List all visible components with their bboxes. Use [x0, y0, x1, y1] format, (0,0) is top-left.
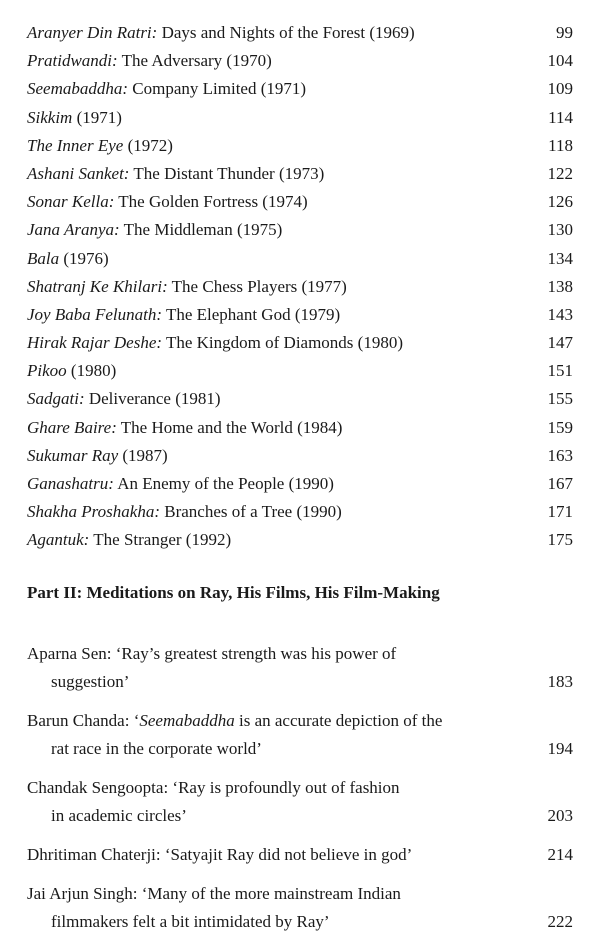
- film-title-english: (1980): [66, 361, 117, 381]
- film-title-original: Agantuk:: [27, 530, 90, 550]
- essay-entry-singh: [27, 880, 573, 936]
- essay-entry-sen: [27, 640, 573, 696]
- film-title-original: Ganashatru:: [27, 474, 114, 493]
- essay-title-line: Aparna Sen: ‘Ray’s greatest strength was his power of: [27, 644, 397, 663]
- page-number: 155: [547, 389, 573, 409]
- film-title-original: Joy Baba Felunath:: [27, 304, 163, 324]
- page-number: 99: [556, 23, 573, 42]
- page-number: 159: [547, 417, 573, 437]
- film-title-original: Sikkim: [27, 107, 73, 127]
- essay-title-line: Chandak Sengoopta: ‘Ray is profoundly out of fashion: [27, 778, 400, 797]
- film-title-original: Sadgati:: [27, 389, 85, 409]
- essay-title-line: Jai Arjun Singh: ‘Many of the more mainstream Indian: [27, 884, 401, 903]
- page-number: 214: [547, 845, 573, 864]
- film-title-english: An Enemy of the People (1990): [113, 474, 334, 493]
- toc-entry: [27, 329, 573, 357]
- toc-entry: [27, 75, 573, 103]
- film-title-english: The Elephant God (1979): [162, 304, 341, 324]
- toc-entry: [27, 498, 573, 526]
- essay-entry-sengoopta: [27, 774, 573, 830]
- toc-entry: [27, 301, 573, 329]
- film-title-english: Branches of a Tree (1990): [160, 502, 342, 522]
- page-number: 151: [547, 361, 573, 381]
- essay-entry-chaterji: [27, 841, 573, 869]
- film-title-english: The Stranger (1992): [89, 530, 232, 550]
- page-number: 126: [547, 192, 573, 212]
- film-title-original: Pikoo: [27, 361, 67, 381]
- page-number: 183: [547, 672, 573, 691]
- page-number: 167: [547, 474, 573, 493]
- toc-entry: [27, 47, 573, 75]
- page-number: 134: [547, 248, 573, 268]
- page-number: 222: [547, 912, 573, 931]
- film-title-english: The Middleman (1975): [119, 220, 283, 240]
- essay-title-line: in academic circles’: [51, 806, 187, 825]
- page-number: 194: [547, 739, 573, 758]
- film-title-english: The Adversary (1970): [117, 51, 272, 71]
- toc-entry: [27, 385, 573, 413]
- film-title-english: (1976): [59, 248, 109, 268]
- part-heading: Part II: Meditations on Ray, His Films, His Film-Making: [27, 583, 440, 602]
- essay-author-prefix: Barun Chanda: ‘: [27, 711, 140, 730]
- page-number: 109: [547, 79, 573, 99]
- film-title-original: Shakha Proshakha:: [27, 502, 160, 522]
- essay-title-line: Dhritiman Chaterji: ‘Satyajit Ray did not believe in god’: [27, 845, 413, 864]
- film-title-original: Shatranj Ke Khilari:: [27, 276, 168, 296]
- toc-entry: [27, 216, 573, 244]
- toc-entry: [27, 104, 573, 132]
- page-number: 122: [547, 163, 573, 183]
- film-title-english: The Distant Thunder (1973): [129, 163, 325, 183]
- film-title-original: Jana Aranya:: [27, 220, 120, 240]
- toc-entry: [27, 273, 573, 301]
- toc-entry: [27, 160, 573, 188]
- film-title-english: The Kingdom of Diamonds (1980): [162, 333, 403, 353]
- film-title-english: (1987): [118, 445, 168, 465]
- film-title-original: Bala: [27, 248, 60, 268]
- toc-entry: [27, 245, 573, 273]
- film-title-english: Company Limited (1971): [128, 79, 307, 99]
- toc-entry: [27, 414, 573, 442]
- page-number: 147: [547, 333, 573, 353]
- page-number: 171: [547, 502, 573, 522]
- page-number: 114: [548, 107, 573, 127]
- page-number: 130: [547, 220, 573, 240]
- page-number: 143: [547, 304, 573, 324]
- film-title-original: Aranyer Din Ratri:: [27, 23, 158, 42]
- page-number: 104: [547, 51, 573, 71]
- film-entry-list: [27, 19, 573, 555]
- toc-entry: [27, 19, 573, 47]
- film-title-original: Sonar Kella:: [27, 192, 115, 212]
- page-number: 118: [548, 135, 573, 155]
- essay-title-line: [27, 707, 573, 735]
- page-number: 175: [547, 530, 573, 550]
- film-title-original: Hirak Rajar Deshe:: [27, 333, 163, 353]
- film-title-english: The Chess Players (1977): [167, 276, 347, 296]
- film-title-english: The Home and the World (1984): [116, 417, 343, 437]
- film-title-english: Days and Nights of the Forest (1969): [157, 23, 415, 42]
- essay-entry-list: [27, 640, 573, 936]
- toc-entry: [27, 132, 573, 160]
- film-title-original: Seemabaddha:: [27, 79, 129, 99]
- essay-entry-chanda: [27, 707, 573, 763]
- film-title-original: Ghare Baire:: [27, 417, 117, 437]
- film-title-original: Pratidwandi:: [27, 51, 118, 71]
- film-title-english: (1972): [123, 135, 173, 155]
- film-title-original: The Inner Eye: [27, 135, 124, 155]
- essay-title-text: is an accurate depiction of the: [234, 711, 443, 730]
- toc-entry: [27, 526, 573, 554]
- page-number: 163: [547, 445, 573, 465]
- essay-title-line: filmmakers felt a bit intimidated by Ray’: [51, 912, 330, 931]
- page-number: 203: [547, 806, 573, 825]
- film-title-english: The Golden Fortress (1974): [114, 192, 308, 212]
- film-title-english: (1971): [72, 107, 122, 127]
- film-title-original: Sukumar Ray: [27, 445, 119, 465]
- page-number: 138: [547, 276, 573, 296]
- toc-entry: [27, 470, 573, 498]
- toc-entry: [27, 188, 573, 216]
- film-title-italic: Seemabaddha: [139, 711, 235, 730]
- film-title-original: Ashani Sanket:: [27, 163, 130, 183]
- film-title-english: Deliverance (1981): [84, 389, 221, 409]
- essay-title-line: rat race in the corporate world’: [51, 739, 262, 758]
- toc-entry: [27, 442, 573, 470]
- toc-entry: [27, 357, 573, 385]
- essay-title-line: suggestion’: [51, 672, 130, 691]
